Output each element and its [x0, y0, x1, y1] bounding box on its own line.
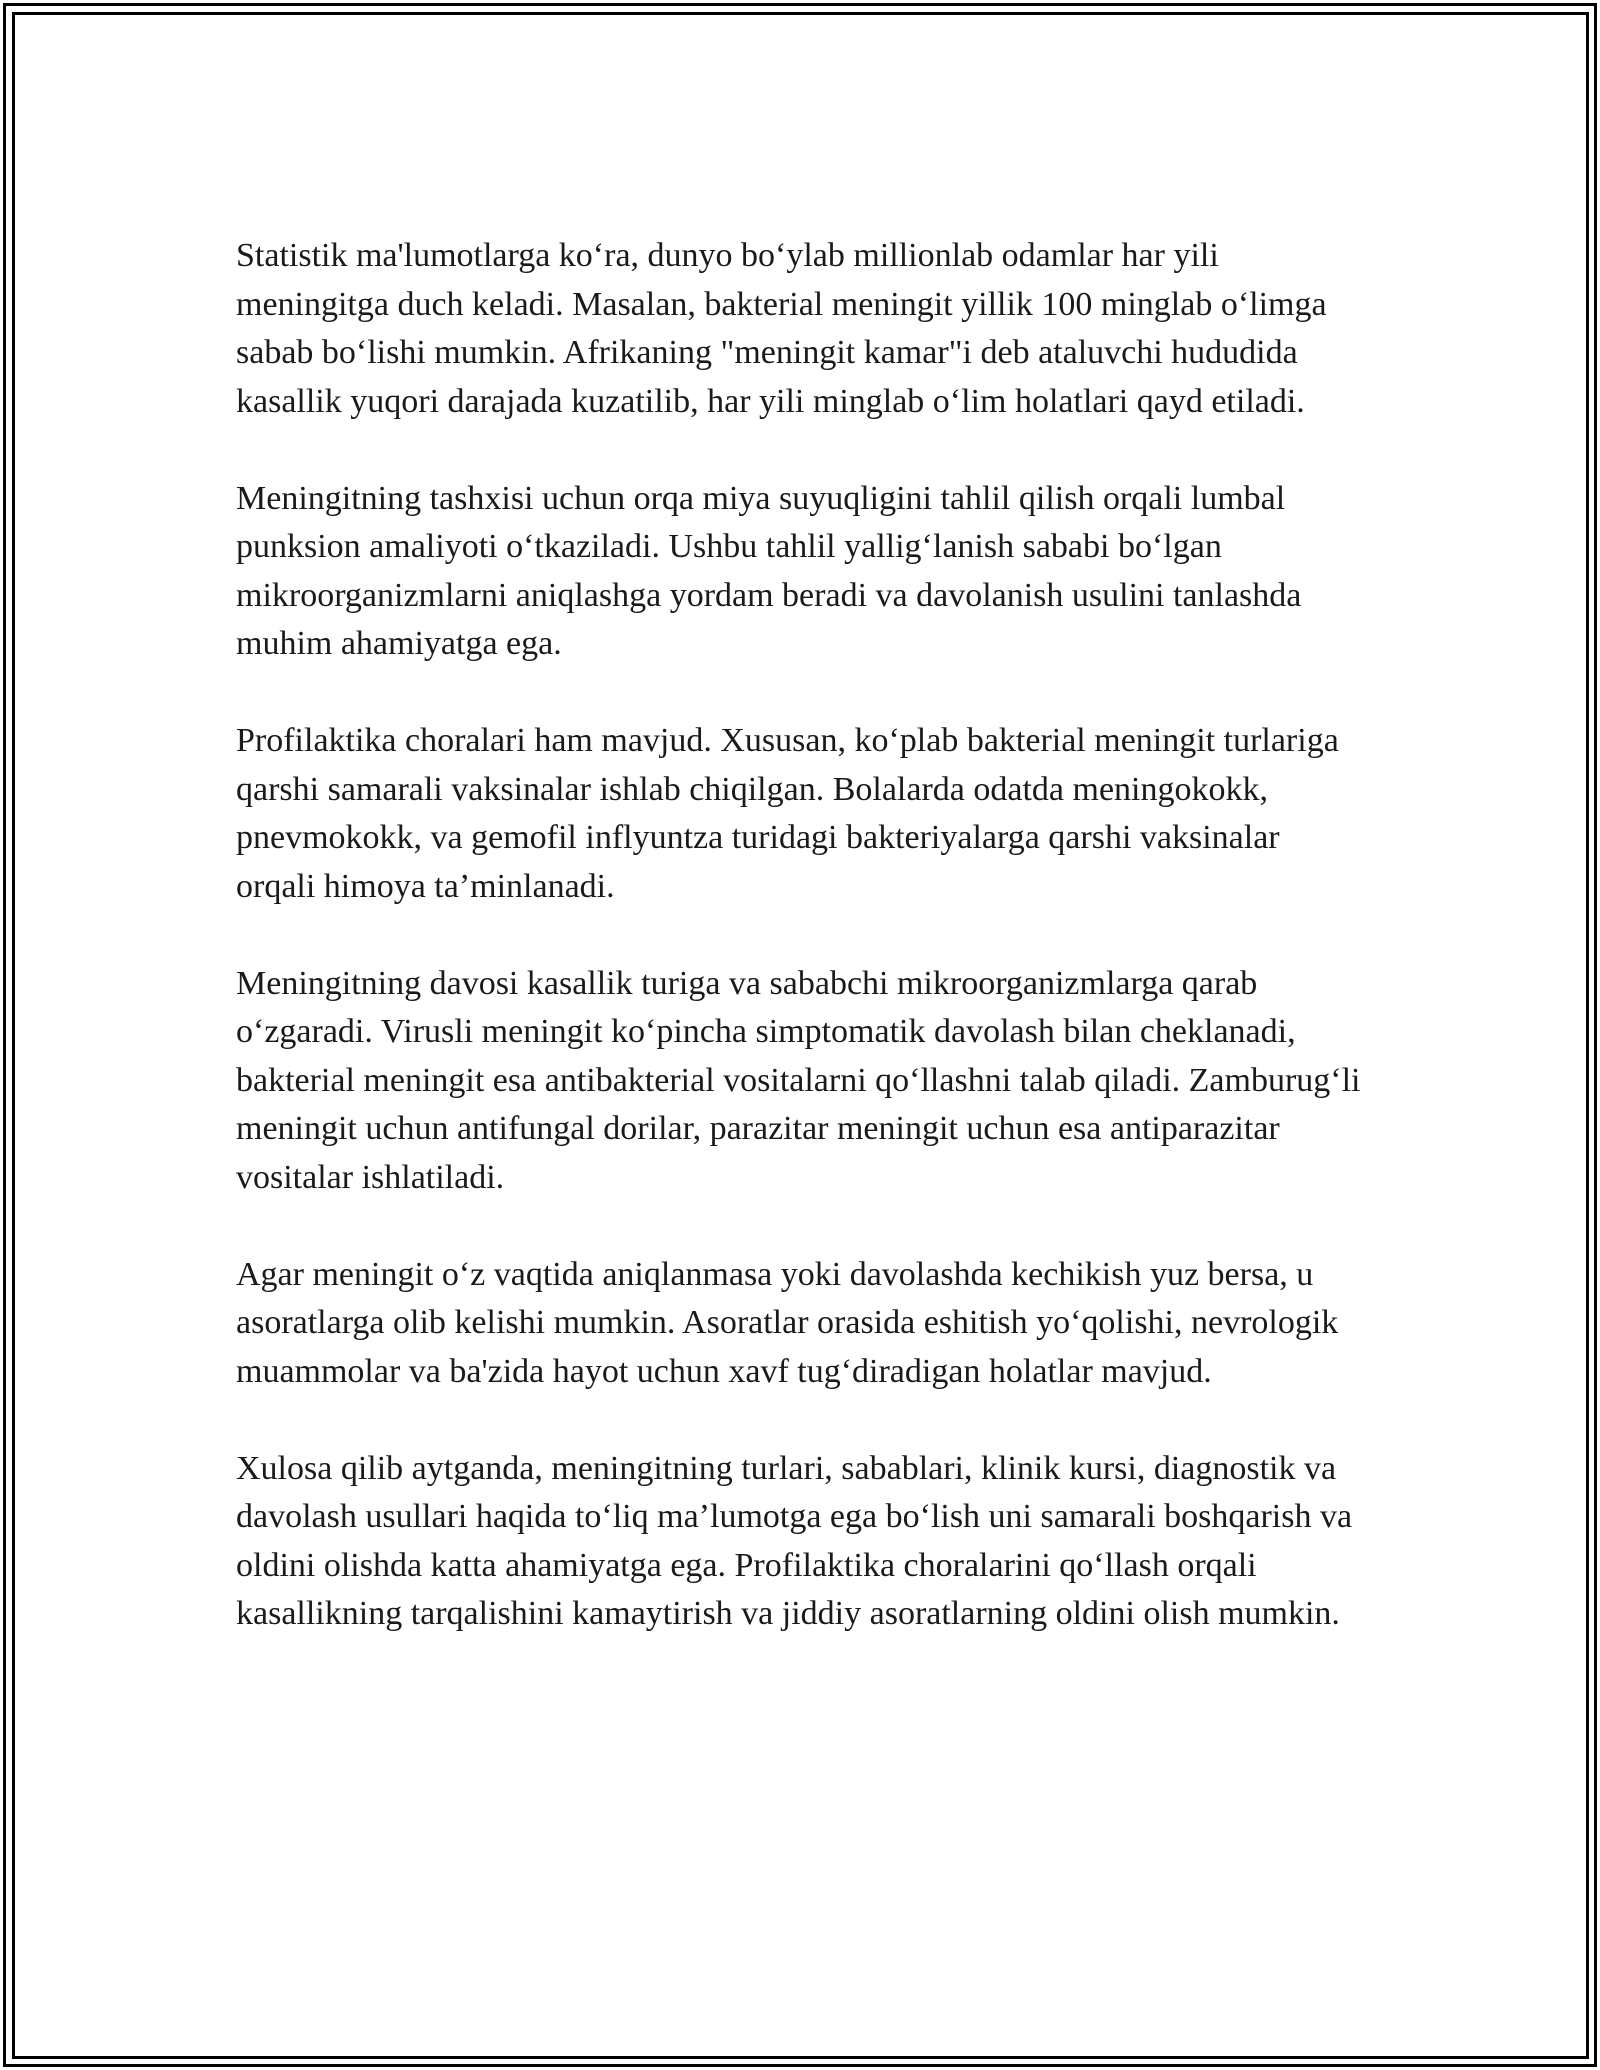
paragraph-statistics: Statistik ma'lumotlarga ko‘ra, dunyo bo‘ylab millionlab odamlar har yili meningitga duch keladi. Masalan, bakterial meningit yillik 100 minglab o‘limga sabab bo‘lishi mumkin. Afrikaning "meningit kamar"i deb ataluvchi hududida kasallik yuqori darajada kuzatilib, har yili minglab o‘lim holatlari qayd etiladi. — [236, 237, 1327, 420]
paragraph-prevention: Profilaktika choralari ham mavjud. Xususan, ko‘plab bakterial meningit turlariga qarshi samarali vaksinalar ishlab chiqilgan. Bolalarda odatda meningokokk, pnevmokokk, va gemofil inflyuntza turidagi bakteriyalarga qarshi vaksinalar orqali himoya ta’minlanadi. — [236, 722, 1339, 905]
paragraph-complications: Agar meningit o‘z vaqtida aniqlanmasa yoki davolashda kechikish yuz bersa, u asoratlarga olib kelishi mumkin. Asoratlar orasida eshitish yo‘qolishi, nevrologik muammolar va ba'zida hayot uchun xavf tug‘diradigan holatlar mavjud. — [236, 1255, 1339, 1390]
document-body — [236, 232, 1366, 1687]
paragraph-diagnosis: Meningitning tashxisi uchun orqa miya suyuqligini tahlil qilish orqali lumbal punksion amaliyoti o‘tkaziladi. Ushbu tahlil yallig‘lanish sababi bo‘lgan mikroorganizmlarni aniqlashga yordam beradi va davolanish usulini tanlashda muhim ahamiyatga ega. — [236, 479, 1302, 662]
paragraph-conclusion: Xulosa qilib aytganda, meningitning turlari, sabablari, klinik kursi, diagnostik va davolash usullari haqida to‘liq ma’lumotga ega bo‘lish uni samarali boshqarish va oldini olishda katta ahamiyatga ega. Profilaktika choralarini qo‘llash orqali kasallikning tarqalishini kamaytirish va jiddiy asoratlarning oldini olish mumkin. — [236, 1449, 1353, 1632]
paragraph-treatment: Meningitning davosi kasallik turiga va sababchi mikroorganizmlarga qarab o‘zgaradi. Virusli meningit ko‘pincha simptomatik davolash bilan cheklanadi, bakterial meningit esa antibakterial vositalarni qo‘llashni talab qiladi. Zamburug‘li meningit uchun antifungal dorilar, parazitar meningit uchun esa antiparazitar vositalar ishlatiladi. — [236, 964, 1361, 1196]
